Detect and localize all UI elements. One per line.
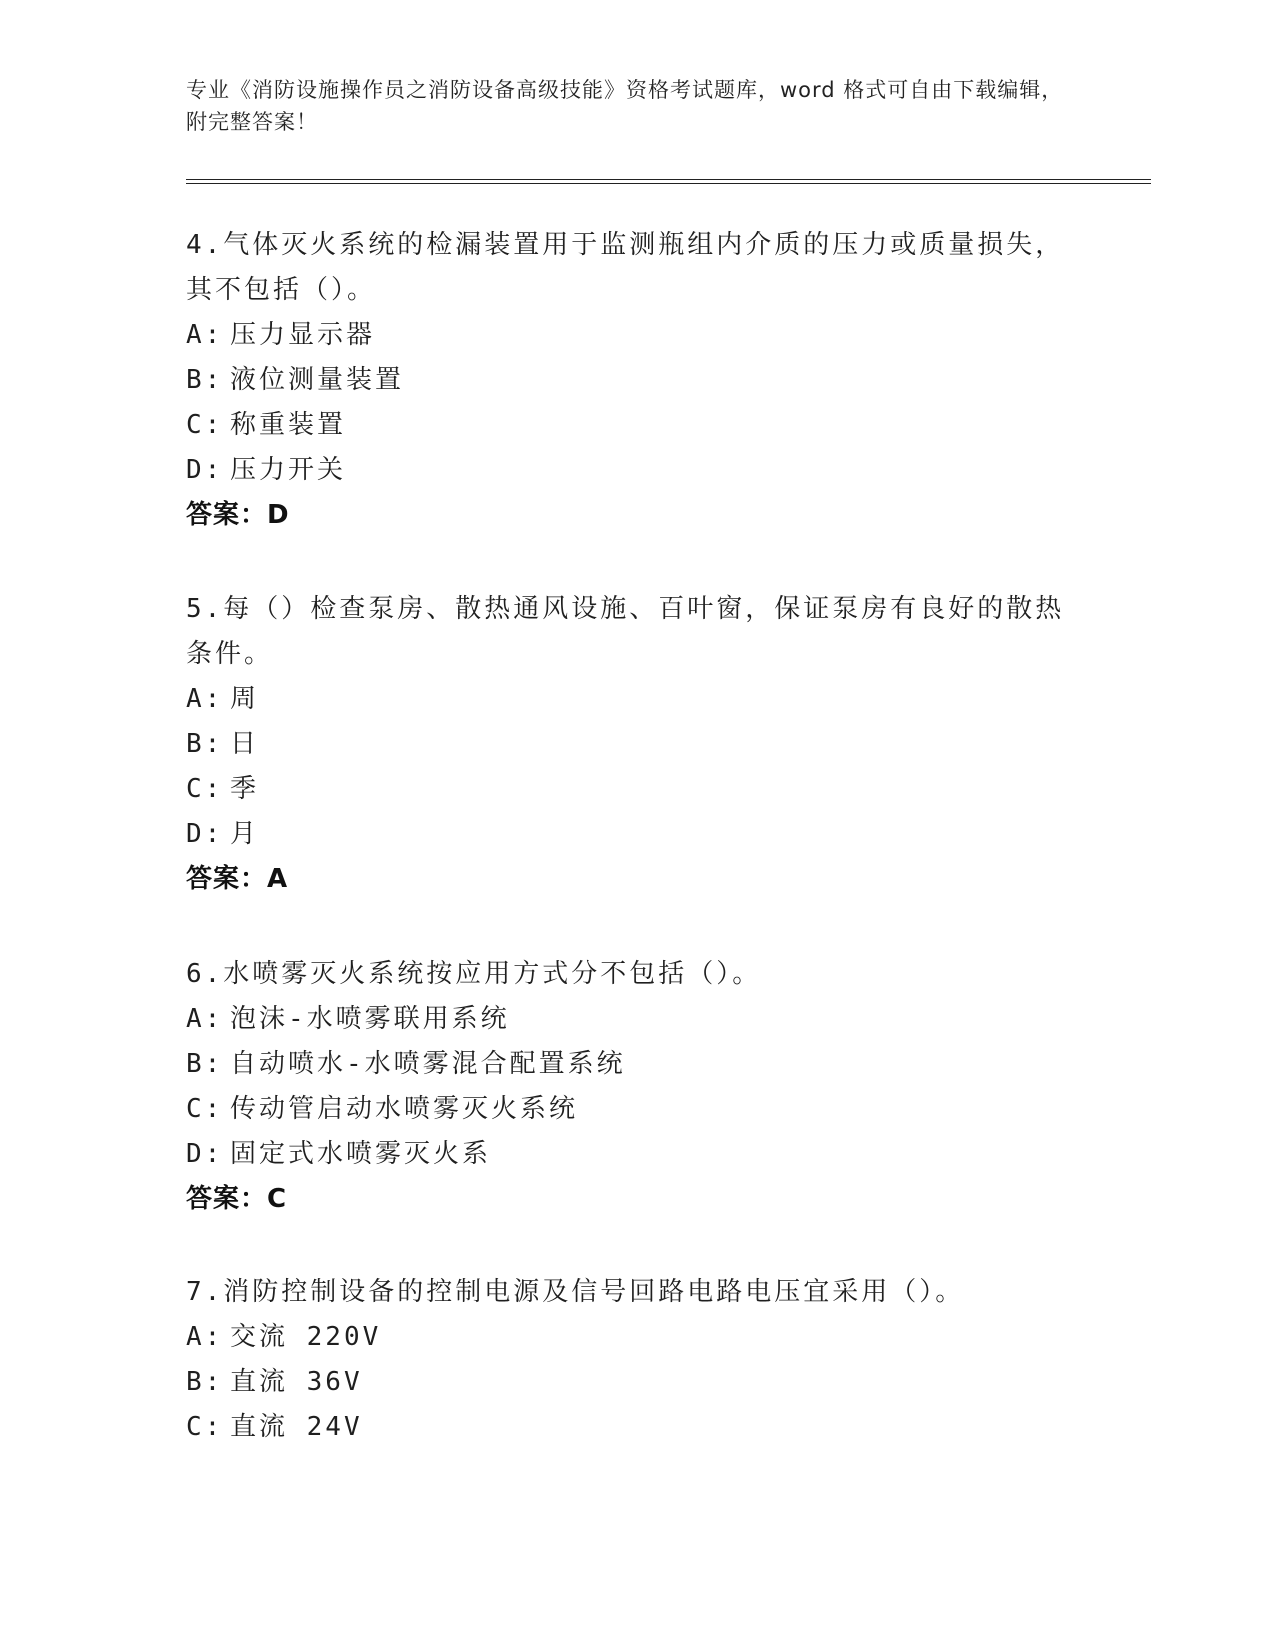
option-text: 液位测量装置 [230, 365, 405, 395]
option-letter: C: [186, 1412, 224, 1442]
option-a [186, 677, 1066, 722]
option-text: 季 [230, 774, 260, 804]
option-b [186, 1360, 1066, 1405]
question-4 [186, 223, 1066, 538]
option-c [186, 1405, 1066, 1450]
answer: 答案：C [186, 1184, 288, 1214]
option-letter: B: [186, 729, 224, 759]
option-d [186, 448, 1066, 493]
option-a [186, 1315, 1066, 1360]
option-text: 直流 24V [230, 1412, 363, 1442]
option-letter: A: [186, 1004, 224, 1034]
option-letter: A: [186, 320, 224, 350]
option-text: 泡沫-水喷雾联用系统 [230, 1004, 510, 1034]
question-6 [186, 952, 1066, 1222]
answer: 答案：A [186, 864, 289, 894]
option-b [186, 1042, 1066, 1087]
question-text: 6.水喷雾灭火系统按应用方式分不包括（）。 [186, 959, 762, 989]
option-letter: D: [186, 1139, 224, 1169]
question-7 [186, 1270, 1066, 1450]
option-letter: A: [186, 684, 224, 714]
option-text: 月 [230, 819, 260, 849]
question-text: 7.消防控制设备的控制电源及信号回路电路电压宜采用（）。 [186, 1277, 965, 1307]
option-d [186, 812, 1066, 857]
answer: 答案：D [186, 500, 290, 530]
header-divider [186, 179, 1151, 184]
option-letter: B: [186, 1367, 224, 1397]
option-letter: B: [186, 365, 224, 395]
option-letter: C: [186, 410, 224, 440]
option-a [186, 997, 1066, 1042]
option-text: 压力显示器 [230, 320, 376, 350]
option-letter: D: [186, 455, 224, 485]
option-b [186, 358, 1066, 403]
option-letter: C: [186, 1094, 224, 1124]
option-text: 传动管启动水喷雾灭火系统 [230, 1094, 579, 1124]
option-d [186, 1132, 1066, 1177]
question-text: 4.气体灭火系统的检漏装置用于监测瓶组内介质的压力或质量损失，其不包括（）。 [186, 230, 1065, 305]
document-header: 专业《消防设施操作员之消防设备高级技能》资格考试题库，word 格式可自由下载编辑，附完整答案！ [186, 78, 1064, 134]
question-5 [186, 587, 1066, 902]
option-letter: C: [186, 774, 224, 804]
question-text: 5.每（）检查泵房、散热通风设施、百叶窗，保证泵房有良好的散热条件。 [186, 594, 1065, 669]
option-text: 周 [230, 684, 260, 714]
option-text: 称重装置 [230, 410, 347, 440]
option-text: 直流 36V [230, 1367, 363, 1397]
option-letter: D: [186, 819, 224, 849]
option-letter: B: [186, 1049, 224, 1079]
option-letter: A: [186, 1322, 224, 1352]
option-text: 交流 220V [230, 1322, 382, 1352]
option-c [186, 1087, 1066, 1132]
option-text: 压力开关 [230, 455, 347, 485]
option-a [186, 313, 1066, 358]
option-b [186, 722, 1066, 767]
option-text: 日 [230, 729, 260, 759]
option-c [186, 403, 1066, 448]
option-c [186, 767, 1066, 812]
option-text: 固定式水喷雾灭火系 [230, 1139, 492, 1169]
option-text: 自动喷水-水喷雾混合配置系统 [230, 1049, 626, 1079]
